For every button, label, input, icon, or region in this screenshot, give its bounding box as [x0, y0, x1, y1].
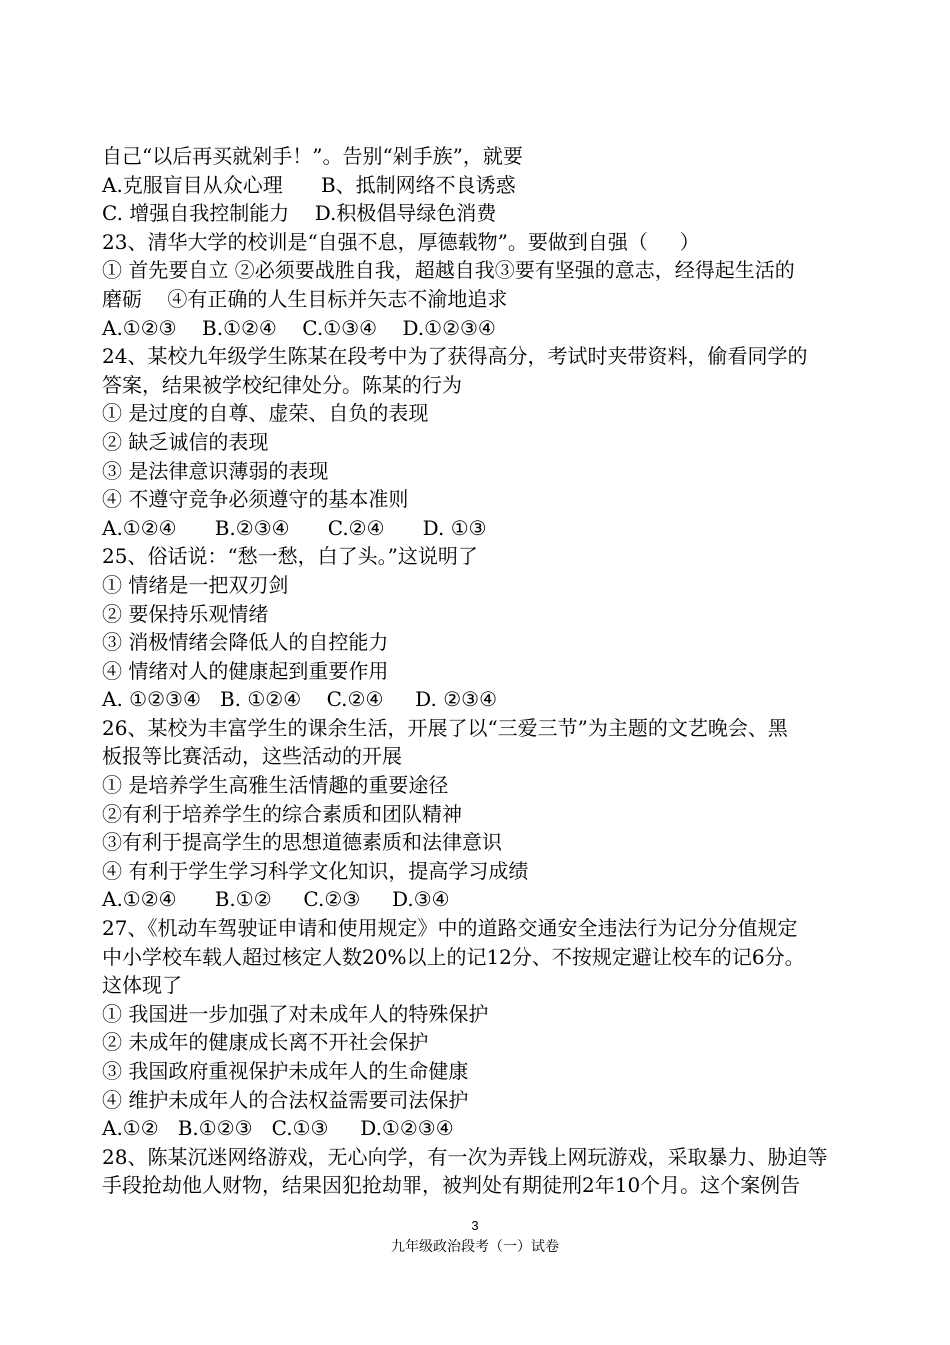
text-line: ① 是培养学生高雅生活情趣的重要途径: [102, 773, 449, 798]
text-line: ④ 维护未成年人的合法权益需要司法保护: [102, 1087, 469, 1112]
text-line: C. 增强自我控制能力 D.积极倡导绿色消费: [102, 201, 497, 226]
text-line: 这体现了: [102, 973, 182, 998]
text-line: 中小学校车载人超过核定人数20%以上的记12分、不按规定避让校车的记6分。: [102, 944, 805, 969]
text-line: ③有利于提高学生的思想道德素质和法律意识: [102, 830, 502, 855]
text-line: ① 首先要自立 ②必须要战胜自我，超越自我③要有坚强的意志，经得起生活的: [102, 258, 795, 283]
text-line: ② 缺乏诚信的表现: [102, 429, 269, 454]
text-line: 答案，结果被学校纪律处分。陈某的行为: [102, 372, 462, 397]
text-line: ① 是过度的自尊、虚荣、自负的表现: [102, 401, 429, 426]
text-line: ②有利于培养学生的综合素质和团队精神: [102, 801, 462, 826]
text-line: 23、清华大学的校训是“自强不息，厚德载物”。要做到自强（ ）: [102, 229, 700, 254]
text-line: 27、《机动车驾驶证申请和使用规定》中的道路交通安全违法行为记分分值规定: [102, 916, 798, 941]
text-line: A.克服盲目从众心理 B、抵制网络不良诱惑: [102, 172, 516, 197]
text-line: ① 我国进一步加强了对未成年人的特殊保护: [102, 1001, 489, 1026]
text-line: ④ 不遵守竞争必须遵守的基本准则: [102, 487, 409, 512]
text-line: ① 情绪是一把双刃剑: [102, 572, 289, 597]
text-line: ② 未成年的健康成长离不开社会保护: [102, 1030, 429, 1055]
text-line: 28、陈某沉迷网络游戏，无心向学，有一次为弄钱上网玩游戏，采取暴力、胁迫等: [102, 1144, 828, 1169]
text-line: ③ 是法律意识薄弱的表现: [102, 458, 329, 483]
footer-title: 九年级政治段考（一）试卷: [391, 1239, 559, 1255]
text-line: 24、某校九年级学生陈某在段考中为了获得高分，考试时夹带资料，偷看同学的: [102, 344, 808, 369]
text-line: 手段抢劫他人财物，结果因犯抢劫罪，被判处有期徒刑2年10个月。这个案例告: [102, 1173, 801, 1198]
text-line: ④ 情绪对人的健康起到重要作用: [102, 658, 389, 683]
text-line: A.①② B.①②③ C.①③ D.①②③④: [102, 1116, 454, 1141]
text-line: 板报等比赛活动，这些活动的开展: [102, 744, 402, 769]
text-line: A. ①②③④ B. ①②④ C.②④ D. ②③④: [102, 687, 497, 712]
page-number: 3: [471, 1218, 479, 1233]
text-line: A.①②④ B.①② C.②③ D.③④: [102, 887, 450, 912]
text-line: A.①②④ B.②③④ C.②④ D. ①③: [102, 515, 487, 540]
text-line: 自己“以后再买就剁手！”。告别“剁手族”，就要: [102, 144, 523, 168]
text-line: 磨砺 ④有正确的人生目标并矢志不渝地追求: [102, 286, 508, 311]
text-line: ③ 消极情绪会降低人的自控能力: [102, 630, 389, 655]
text-line: A.①②③ B.①②④ C.①③④ D.①②③④: [102, 315, 496, 340]
text-line: ④ 有利于学生学习科学文化知识，提高学习成绩: [102, 858, 529, 883]
text-line: 26、某校为丰富学生的课余生活，开展了以“三爱三节”为主题的文艺晚会、黑: [102, 715, 788, 740]
text-line: 25、俗话说：“愁一愁，白了头。”这说明了: [102, 544, 478, 569]
text-line: ③ 我国政府重视保护未成年人的生命健康: [102, 1059, 469, 1083]
question-text: [102, 142, 852, 1200]
text-line: ② 要保持乐观情绪: [102, 601, 269, 626]
